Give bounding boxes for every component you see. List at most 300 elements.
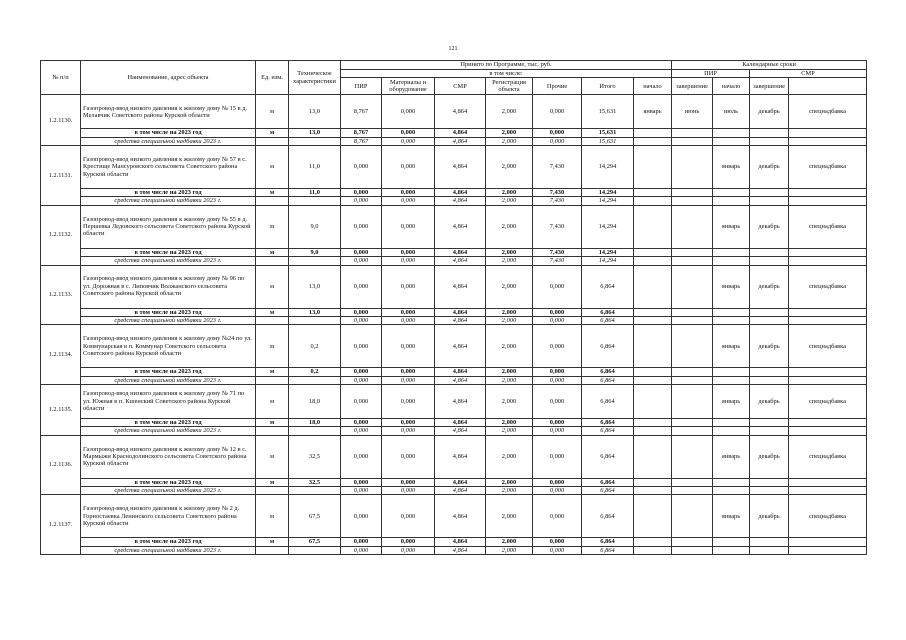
header-calendar: Календарные сроки <box>672 61 867 70</box>
empty-cell <box>789 257 867 265</box>
total-cell: 14,294 <box>582 146 634 189</box>
sub-label: в том числе на 2023 год <box>81 248 256 256</box>
empty-cell <box>789 418 867 426</box>
total-cell: 6,864 <box>582 495 634 538</box>
materials-cell: 0,000 <box>382 265 435 308</box>
sub-smr: 4,864 <box>435 478 486 486</box>
empty-cell <box>672 248 713 256</box>
empty-cell <box>713 478 750 486</box>
table-body <box>41 95 867 555</box>
sub-unit: м <box>256 308 289 316</box>
smr-start-cell: январь <box>713 265 750 308</box>
empty-cell <box>672 189 713 197</box>
empty-cell <box>713 368 750 376</box>
empty-cell <box>789 129 867 137</box>
tech-cell: 67,5 <box>289 495 341 538</box>
source-cell: спецнадбавка <box>789 205 867 248</box>
sub-label: в том числе на 2023 год <box>81 308 256 316</box>
pir-end-cell: июнь <box>672 95 713 129</box>
total-cell: 6,864 <box>582 325 634 368</box>
smr-cell: 4,864 <box>435 435 486 478</box>
pir-end-cell <box>672 325 713 368</box>
sub-label: в том числе на 2023 год <box>81 129 256 137</box>
table-row <box>41 146 867 189</box>
empty-cell <box>256 487 289 495</box>
empty-cell <box>750 316 789 324</box>
sub-smr: 4,864 <box>435 189 486 197</box>
registration-cell: 2,000 <box>486 495 533 538</box>
other-cell: 0,000 <box>533 265 582 308</box>
sub-tech: 9,0 <box>289 248 341 256</box>
sub-pir: 0,000 <box>341 418 382 426</box>
sub-pir: 0,000 <box>341 538 382 546</box>
empty-cell <box>713 546 750 554</box>
sub-tech: 18,0 <box>289 418 341 426</box>
empty-cell <box>634 137 672 145</box>
empty-cell <box>789 189 867 197</box>
empty-cell <box>750 257 789 265</box>
sub-unit: м <box>256 189 289 197</box>
unit-cell: м <box>256 95 289 129</box>
object-number: 1.2.1135. <box>41 384 81 435</box>
registration-cell: 2,000 <box>486 325 533 368</box>
fund-registration: 2,000 <box>486 376 533 384</box>
pir-start-cell <box>634 384 672 418</box>
header-tech: Техническое характеристики <box>289 61 341 95</box>
smr-cell: 4,864 <box>435 205 486 248</box>
sub-total: 15,631 <box>582 129 634 137</box>
empty-cell <box>634 376 672 384</box>
empty-cell <box>789 538 867 546</box>
pir-cell: 0,000 <box>341 265 382 308</box>
empty-cell <box>256 257 289 265</box>
fund-label: средства специальной надбавки 2023 г. <box>81 137 256 145</box>
sub-total: 6,864 <box>582 418 634 426</box>
empty-cell <box>289 197 341 205</box>
fund-materials: 0,000 <box>382 257 435 265</box>
header-smr-end: завершение <box>750 78 789 95</box>
empty-cell <box>672 137 713 145</box>
pir-start-cell: январь <box>634 95 672 129</box>
total-cell: 14,294 <box>582 205 634 248</box>
sub-label: в том числе на 2023 год <box>81 478 256 486</box>
sub-registration: 2,000 <box>486 478 533 486</box>
smr-start-cell: январь <box>713 146 750 189</box>
empty-cell <box>634 257 672 265</box>
empty-cell <box>750 368 789 376</box>
sub-smr: 4,864 <box>435 308 486 316</box>
header-pir-start: начало <box>634 78 672 95</box>
tech-cell: 18,0 <box>289 384 341 418</box>
pir-cell: 0,000 <box>341 205 382 248</box>
source-cell: спецнадбавка <box>789 495 867 538</box>
fund-pir: 0,000 <box>341 257 382 265</box>
header-pir-group: ПИР <box>672 70 750 78</box>
fund-smr: 4,864 <box>435 546 486 554</box>
header-registration: Регистрация объекта <box>486 78 533 95</box>
registration-cell: 2,000 <box>486 265 533 308</box>
empty-cell <box>256 316 289 324</box>
empty-cell <box>750 137 789 145</box>
empty-cell <box>289 137 341 145</box>
sub-materials: 0,000 <box>382 538 435 546</box>
materials-cell: 0,000 <box>382 95 435 129</box>
header-total: Итого <box>582 78 634 95</box>
fund-materials: 0,000 <box>382 487 435 495</box>
empty-cell <box>750 487 789 495</box>
object-number: 1.2.1136. <box>41 435 81 495</box>
fund-smr: 4,864 <box>435 197 486 205</box>
registration-cell: 2,000 <box>486 435 533 478</box>
object-name: Газопровод-ввод низкого давления к жилому дому № 2 д. Горностаевка Ленинского сельсовета Советского района Курской области <box>81 495 256 538</box>
total-cell: 6,864 <box>582 435 634 478</box>
object-number: 1.2.1130. <box>41 95 81 146</box>
empty-cell <box>634 478 672 486</box>
empty-cell <box>750 129 789 137</box>
table-row <box>41 95 867 129</box>
fund-pir: 0,000 <box>341 546 382 554</box>
sub-materials: 0,000 <box>382 248 435 256</box>
object-name: Газопровод-ввод низкого давления к жилому дому № 57 в с. Крестище Мансуровского сельсовета Советского района Курской области <box>81 146 256 189</box>
sub-unit: м <box>256 418 289 426</box>
empty-cell <box>750 376 789 384</box>
sub-total: 6,864 <box>582 478 634 486</box>
fund-pir: 0,000 <box>341 487 382 495</box>
source-cell: спецнадбавка <box>789 95 867 129</box>
sub-materials: 0,000 <box>382 418 435 426</box>
pir-start-cell <box>634 265 672 308</box>
unit-cell: м <box>256 384 289 418</box>
empty-cell <box>713 418 750 426</box>
total-cell: 6,864 <box>582 384 634 418</box>
empty-cell <box>713 189 750 197</box>
header-smr-group: СМР <box>750 70 867 78</box>
header-smr: СМР <box>435 78 486 95</box>
other-cell: 0,000 <box>533 435 582 478</box>
pir-start-cell <box>634 325 672 368</box>
sub-registration: 2,000 <box>486 248 533 256</box>
other-cell: 7,430 <box>533 146 582 189</box>
empty-cell <box>713 197 750 205</box>
fund-total: 6,864 <box>582 427 634 435</box>
table-row <box>41 205 867 248</box>
table-row <box>41 384 867 418</box>
object-number: 1.2.1134. <box>41 325 81 385</box>
empty-cell <box>789 478 867 486</box>
sub-total: 14,294 <box>582 189 634 197</box>
fund-materials: 0,000 <box>382 197 435 205</box>
smr-cell: 4,864 <box>435 265 486 308</box>
fund-smr: 4,864 <box>435 487 486 495</box>
fund-materials: 0,000 <box>382 376 435 384</box>
empty-cell <box>713 308 750 316</box>
empty-cell <box>789 316 867 324</box>
header-accepted: Принято по Программе, тыс. руб. <box>341 61 672 70</box>
object-number: 1.2.1137. <box>41 495 81 555</box>
empty-cell <box>672 418 713 426</box>
fund-total: 14,294 <box>582 257 634 265</box>
object-name: Газопровод-ввод низкого давления к жилому дому № 96 по ул. Дорожная в с. Липовчик Волжанского сельсовета Советского района Курской области <box>81 265 256 308</box>
smr-end-cell: декабрь <box>750 95 789 129</box>
empty-cell <box>289 427 341 435</box>
smr-end-cell: декабрь <box>750 495 789 538</box>
empty-cell <box>256 427 289 435</box>
unit-cell: м <box>256 495 289 538</box>
fund-pir: 0,000 <box>341 197 382 205</box>
fund-row <box>41 197 867 205</box>
empty-cell <box>634 316 672 324</box>
smr-end-cell: декабрь <box>750 146 789 189</box>
header-num: № п/п <box>41 61 81 95</box>
fund-materials: 0,000 <box>382 427 435 435</box>
sub-materials: 0,000 <box>382 478 435 486</box>
empty-cell <box>750 308 789 316</box>
sub-materials: 0,000 <box>382 308 435 316</box>
smr-start-cell: январь <box>713 495 750 538</box>
subtotal-row <box>41 538 867 546</box>
empty-cell <box>672 257 713 265</box>
empty-cell <box>789 248 867 256</box>
fund-total: 6,864 <box>582 546 634 554</box>
smr-end-cell: декабрь <box>750 205 789 248</box>
registration-cell: 2,000 <box>486 146 533 189</box>
empty-cell <box>750 427 789 435</box>
fund-other: 0,000 <box>533 487 582 495</box>
fund-label: средства специальной надбавки 2023 г. <box>81 197 256 205</box>
object-name: Газопровод-ввод низкого давления к жилому дому № 12 в с. Мармыжи Краснодолинского сельсовета Советского района Курской области <box>81 435 256 478</box>
empty-cell <box>713 137 750 145</box>
fund-row <box>41 137 867 145</box>
sub-smr: 4,864 <box>435 129 486 137</box>
fund-registration: 2,000 <box>486 197 533 205</box>
sub-label: в том числе на 2023 год <box>81 418 256 426</box>
pir-end-cell <box>672 146 713 189</box>
empty-cell <box>750 248 789 256</box>
fund-smr: 4,864 <box>435 376 486 384</box>
header-materials: Материалы и оборудование <box>382 78 435 95</box>
sub-registration: 2,000 <box>486 129 533 137</box>
fund-other: 7,430 <box>533 257 582 265</box>
empty-cell <box>789 137 867 145</box>
fund-row <box>41 427 867 435</box>
empty-cell <box>634 129 672 137</box>
unit-cell: м <box>256 435 289 478</box>
pir-start-cell <box>634 146 672 189</box>
other-cell: 0,000 <box>533 95 582 129</box>
unit-cell: м <box>256 265 289 308</box>
tech-cell: 13,0 <box>289 95 341 129</box>
empty-cell <box>672 427 713 435</box>
sub-other: 0,000 <box>533 308 582 316</box>
pir-end-cell <box>672 265 713 308</box>
object-name: Газопровод-ввод низкого давления к жилому дому № 71 по ул. Южная в п. Кшенский Советского района Курской области <box>81 384 256 418</box>
empty-cell <box>789 376 867 384</box>
materials-cell: 0,000 <box>382 325 435 368</box>
subtotal-row <box>41 368 867 376</box>
smr-cell: 4,864 <box>435 325 486 368</box>
smr-end-cell: декабрь <box>750 384 789 418</box>
program-table <box>40 60 867 555</box>
smr-start-cell: январь <box>713 435 750 478</box>
header-pir-end: завершение <box>672 78 713 95</box>
fund-pir: 0,000 <box>341 316 382 324</box>
smr-start-cell: январь <box>713 205 750 248</box>
empty-cell <box>750 197 789 205</box>
sub-smr: 4,864 <box>435 418 486 426</box>
pir-end-cell <box>672 435 713 478</box>
sub-pir: 0,000 <box>341 478 382 486</box>
sub-pir: 0,000 <box>341 368 382 376</box>
empty-cell <box>672 546 713 554</box>
header-name: Наименование, адрес объекта <box>81 61 256 95</box>
empty-cell <box>672 316 713 324</box>
empty-cell <box>634 546 672 554</box>
smr-cell: 4,864 <box>435 146 486 189</box>
empty-cell <box>750 189 789 197</box>
empty-cell <box>750 478 789 486</box>
materials-cell: 0,000 <box>382 384 435 418</box>
empty-cell <box>713 427 750 435</box>
sub-pir: 0,000 <box>341 248 382 256</box>
fund-materials: 0,000 <box>382 316 435 324</box>
empty-cell <box>289 257 341 265</box>
pir-start-cell <box>634 205 672 248</box>
table-row <box>41 435 867 478</box>
header-unit: Ед. изм. <box>256 61 289 95</box>
sub-total: 14,294 <box>582 248 634 256</box>
unit-cell: м <box>256 146 289 189</box>
empty-cell <box>634 308 672 316</box>
empty-cell <box>750 418 789 426</box>
fund-materials: 0,000 <box>382 137 435 145</box>
empty-cell <box>789 368 867 376</box>
fund-materials: 0,000 <box>382 546 435 554</box>
fund-registration: 2,000 <box>486 546 533 554</box>
pir-end-cell <box>672 384 713 418</box>
pir-cell: 0,000 <box>341 325 382 368</box>
sub-smr: 4,864 <box>435 368 486 376</box>
fund-label: средства специальной надбавки 2023 г. <box>81 427 256 435</box>
table-row <box>41 265 867 308</box>
sub-tech: 0,2 <box>289 368 341 376</box>
fund-other: 0,000 <box>533 546 582 554</box>
total-cell: 6,864 <box>582 265 634 308</box>
sub-pir: 0,000 <box>341 308 382 316</box>
materials-cell: 0,000 <box>382 205 435 248</box>
unit-cell: м <box>256 205 289 248</box>
empty-cell <box>289 487 341 495</box>
pir-cell: 0,000 <box>341 146 382 189</box>
empty-cell <box>713 487 750 495</box>
header-pir: ПИР <box>341 78 382 95</box>
sub-total: 6,864 <box>582 308 634 316</box>
subtotal-row <box>41 308 867 316</box>
table-row <box>41 325 867 368</box>
sub-unit: м <box>256 538 289 546</box>
sub-total: 6,864 <box>582 538 634 546</box>
fund-other: 0,000 <box>533 376 582 384</box>
empty-cell <box>789 546 867 554</box>
other-cell: 7,430 <box>533 205 582 248</box>
object-number: 1.2.1133. <box>41 265 81 325</box>
fund-row <box>41 487 867 495</box>
fund-registration: 2,000 <box>486 316 533 324</box>
sub-other: 0,000 <box>533 418 582 426</box>
fund-row <box>41 546 867 554</box>
sub-label: в том числе на 2023 год <box>81 189 256 197</box>
object-number: 1.2.1131. <box>41 146 81 206</box>
empty-cell <box>672 197 713 205</box>
empty-cell <box>713 129 750 137</box>
sub-other: 0,000 <box>533 538 582 546</box>
subtotal-row <box>41 189 867 197</box>
pir-start-cell <box>634 495 672 538</box>
empty-cell <box>713 257 750 265</box>
sub-tech: 13,0 <box>289 129 341 137</box>
sub-unit: м <box>256 248 289 256</box>
fund-smr: 4,864 <box>435 316 486 324</box>
smr-end-cell: декабрь <box>750 435 789 478</box>
sub-pir: 0,000 <box>341 189 382 197</box>
fund-row <box>41 257 867 265</box>
fund-total: 15,631 <box>582 137 634 145</box>
other-cell: 0,000 <box>533 384 582 418</box>
registration-cell: 2,000 <box>486 384 533 418</box>
sub-tech: 32,5 <box>289 478 341 486</box>
registration-cell: 2,000 <box>486 205 533 248</box>
tech-cell: 9,0 <box>289 205 341 248</box>
pir-cell: 0,000 <box>341 384 382 418</box>
fund-other: 0,000 <box>533 427 582 435</box>
page-number: 121 <box>448 46 458 52</box>
smr-start-cell: январь <box>713 384 750 418</box>
empty-cell <box>634 189 672 197</box>
registration-cell: 2,000 <box>486 95 533 129</box>
sub-total: 6,864 <box>582 368 634 376</box>
sub-other: 7,430 <box>533 248 582 256</box>
smr-cell: 4,864 <box>435 495 486 538</box>
pir-end-cell <box>672 495 713 538</box>
empty-cell <box>634 418 672 426</box>
object-name: Газопровод-ввод низкого давления к жилому дому № 15 в д. Мелавчик Советского района Курской области <box>81 95 256 129</box>
materials-cell: 0,000 <box>382 495 435 538</box>
source-cell: спецнадбавка <box>789 384 867 418</box>
fund-total: 14,294 <box>582 197 634 205</box>
empty-cell <box>634 197 672 205</box>
subtotal-row <box>41 418 867 426</box>
object-number: 1.2.1132. <box>41 205 81 265</box>
fund-registration: 2,000 <box>486 487 533 495</box>
table-header <box>41 61 867 95</box>
materials-cell: 0,000 <box>382 435 435 478</box>
fund-label: средства специальной надбавки 2023 г. <box>81 487 256 495</box>
other-cell: 0,000 <box>533 325 582 368</box>
sub-unit: м <box>256 478 289 486</box>
fund-smr: 4,864 <box>435 137 486 145</box>
fund-pir: 0,000 <box>341 376 382 384</box>
sub-unit: м <box>256 368 289 376</box>
total-cell: 15,631 <box>582 95 634 129</box>
source-cell: спецнадбавка <box>789 325 867 368</box>
source-cell: спецнадбавка <box>789 146 867 189</box>
sub-tech: 13,0 <box>289 308 341 316</box>
fund-other: 0,000 <box>533 316 582 324</box>
fund-total: 6,864 <box>582 316 634 324</box>
empty-cell <box>634 427 672 435</box>
unit-cell: м <box>256 325 289 368</box>
sub-materials: 0,000 <box>382 129 435 137</box>
tech-cell: 0,2 <box>289 325 341 368</box>
